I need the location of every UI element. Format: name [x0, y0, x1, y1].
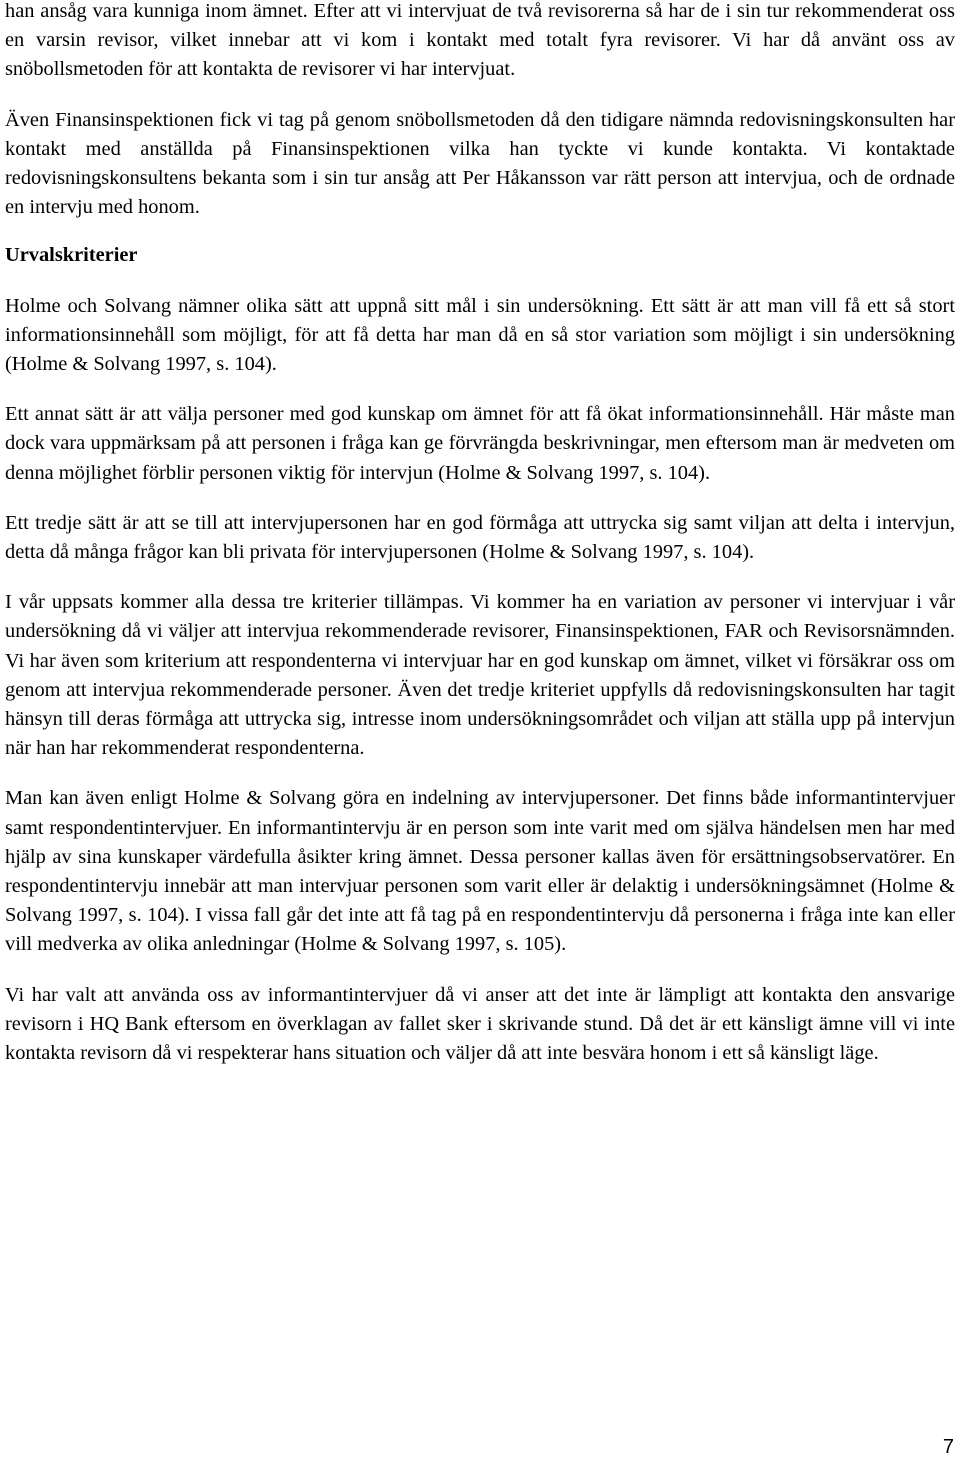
- paragraph-informant-choice: Vi har valt att använda oss av informantintervjuer då vi anser att det inte är lämpligt att kontakta den ansvarige revisorn i HQ Bank eftersom en överklagan av fallet sker i skrivande stund. Då det är ett känsligt ämne vill vi inte kontakta revisorn då vi respekterar hans situation och väljer då att inte besvära honom i ett så känsligt läge.: [5, 983, 955, 1065]
- paragraph-interview-types: Man kan även enligt Holme & Solvang göra en indelning av intervjupersoner. Det finns både informantintervjuer samt respondentintervjuer. En informantintervju är en person som inte varit med om själva händelsen men har med hjälp av sina kunskaper värdefulla åsikter kring ämnet. Dessa personer kallas även för ersättningsobservatörer. En respondentintervju innebär att man intervjuar personen som varit eller är delaktig i undersökningsämnet (Holme & Solvang 1997, s. 104). I vissa fall går det inte att få tag på en respondentintervju då personerna i fråga inte kan eller vill medverka av olika anledningar (Holme & Solvang 1997, s. 105).: [5, 787, 955, 956]
- document-page: [5, 0, 955, 1068]
- paragraph-second-method: Ett annat sätt är att välja personer med god kunskap om ämnet för att få ökat informationsinnehåll. Här måste man dock vara uppmärksam på att personen i fråga kan ge förvrängda beskrivningar, men eftersom man är medveten om denna möjlighet förblir personen viktig för intervjun (Holme & Solvang 1997, s. 104).: [5, 403, 955, 484]
- paragraph-third-method: Ett tredje sätt är att se till att intervjupersonen har en god förmåga att uttrycka sig samt viljan att delta i intervjun, detta då många frågor kan bli privata för intervjupersonen (Holme & Solvang 1997, s. 104).: [5, 511, 955, 564]
- paragraph-criteria-applied: I vår uppsats kommer alla dessa tre kriterier tillämpas. Vi kommer ha en variation av personer vi intervjuar i vår undersökning då vi väljer att intervjua rekommenderade revisorer, Finansinspektionen, FAR och Revisorsnämnden. Vi har även som kriterium att respondenterna vi intervjuar har en god kunskap om ämnet, vilket vi försäkrar oss om genom att intervjua rekommenderade personer. Även det tredje kriteriet uppfylls då redovisningskonsulten har tagit hänsyn till deras förmåga att uttrycka sig, intresse inom undersökningsområdet och viljan att ställa upp på intervjun när han har rekommenderat respondenterna.: [5, 591, 955, 760]
- paragraph-snowball-intro: han ansåg vara kunniga inom ämnet. Efter att vi intervjuat de två revisorerna så har de i sin tur rekommenderat oss en varsin revisor, vilket innebar att vi kom i kontakt med totalt fyra revisorer. Vi har då använt oss av snöbollsmetoden för att kontakta de revisorer vi har intervjuat.: [5, 0, 955, 81]
- paragraph-holme-solvang-methods: Holme och Solvang nämner olika sätt att uppnå sitt mål i sin undersökning. Ett sätt är att man vill få ett så stort informationsinnehåll som möjligt, för att få detta har man då en så stor variation som möjligt i sin undersökning (Holme & Solvang 1997, s. 104).: [5, 294, 955, 376]
- section-heading-urvalskriterier: Urvalskriterier: [5, 244, 138, 267]
- page-number: 7: [942, 1436, 954, 1458]
- paragraph-finansinspektionen: Även Finansinspektionen fick vi tag på genom snöbollsmetoden då den tidigare nämnda redovisningskonsulten har kontakt med anställda på Finansinspektionen vilka han tyckte vi kunde kontakta. Vi kontaktade redovisningskonsultens bekanta som i sin tur ansåg att Per Håkansson var rätt person att intervjua, och de ordnade en intervju med honom.: [5, 108, 955, 219]
